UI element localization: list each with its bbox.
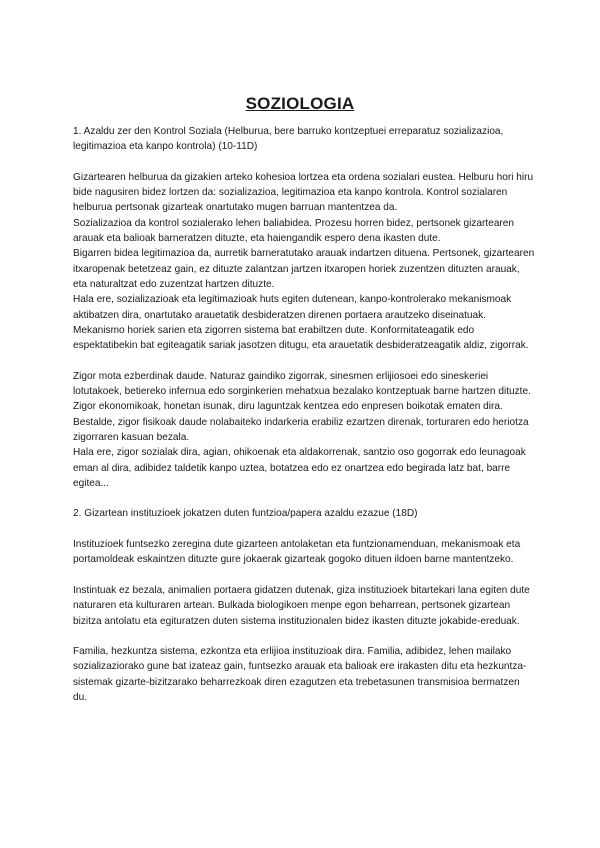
page-title: SOZIOLOGIA (245, 94, 355, 113)
paragraph: Familia, hezkuntza sistema, ezkontza eta erlijioa instituzioak dira. Familia, adibidez, lehen mailako sozializaziorako gune bat izateaz gain, funtsezko arauak eta balioak ere irakasten ditu eta hezkuntza-sistemak gizarte-bizitzarako beharrezkoak diren ezagutzen eta trebetasunen transmisioa bermatzen du. (73, 646, 527, 703)
answer-1 (73, 170, 535, 491)
document-body (73, 124, 535, 721)
question-1: 1. Azaldu zer den Kontrol Soziala (Helburua, bere barruko kontzeptuei erreparatuz sozializazioa, legitimazioa eta kanpo kontrola) (10-11D) (73, 126, 504, 153)
paragraph: Instintuak ez bezala, animalien portaera gidatzen dutenak, giza instituzioek bitartekari lana egiten dute naturaren eta kulturaren artean. Bulkada biologikoen menpe egon beharrean, pertsonek gizartean bizitza antolatu eta egituratzen duten sistema instituzionalen bidez ikasten dituzte jokabide-ereduak. (73, 584, 530, 627)
paragraph: Hala ere, sozializazioak eta legitimazioak huts egiten dutenean, kanpo-kontrolerako mekanismoak aktibatzen dira, onartutako arauetatik desbideratzen direnen portaera arautzeko diseinatuak. Mekanismo horiek sarien eta zigorren sistema bat erabiltzen dute. Konformitateagatik edo espektatibekin bat egiteagatik sariak jasotzen ditugu, eta arauetatik desbideratzeagatik aldiz, zigorrak. (73, 294, 529, 352)
paragraph: Zigor mota ezberdinak daude. Naturaz gaindiko zigorrak, sinesmen erlijiosoei edo sineskeriei lotutakoek, betiereko infernua edo sorginkerien mehatxua bezalako kontzeptuak barne hartzen dituzte. Zigor ekonomikoak, honetan isunak, diru laguntzak kentzea edo enpresen boikotak ematen dira. Bestalde, zigor fisikoak daude nolabaiteko indarkeria erabiliz ezartzen direnak, torturaren edo heriotza zigorraren kasuan bezala. (73, 370, 531, 443)
paragraph: Hala ere, zigor sozialak dira, agian, ohikoenak eta aldakorrenak, santzio oso gogorrak edo leunagoak eman al dira, adibidez taldetik kanpo uztea, botatzea edo ez onartzea edo begirada latz bat, barre egitea... (73, 447, 526, 489)
paragraph: Gizartearen helburua da gizakien arteko kohesioa lortzea eta ordena sozialari eustea. Helburu hori hiru bide nagusiren bidez lortzen da: sozializazioa, legitimazioa eta kanpo kontrola. Kontrol sozialaren helburua pertsonak gizarteak onartutako mugen barruan mantentzea da. (73, 171, 534, 214)
paragraph: Sozializazioa da kontrol sozialerako lehen baliabidea. Prozesu horren bidez, pertsonek gizartearen arauak eta balioak barneratzen dituzte, eta haiengandik espero dena ikasten dute. (73, 217, 515, 245)
question-2: 2. Gizartean instituzioek jokatzen duten funtzioa/papera azaldu ezazue (18D) (73, 508, 418, 520)
answer-2 (73, 537, 535, 705)
paragraph: Bigarren bidea legitimazioa da, aurretik barneratutako arauak indartzen dituena. Pertsonek, gizartearen itxaropenak betetzeaz gain, ez dituzte zalantzan jartzen itxaropen horiek zuzentzen dituzten arauak, eta naturaltzat edo zuzentzat hartzen dituzte. (73, 248, 535, 290)
paragraph: Instituzioek funtsezko zeregina dute gizarteen antolaketan eta funtzionamenduan, mekanismoak eta portamoldeak eskaintzen dituzte gure jokaerak gizarteak gogoko dituen ildoen barne mantentzeko. (73, 539, 521, 566)
